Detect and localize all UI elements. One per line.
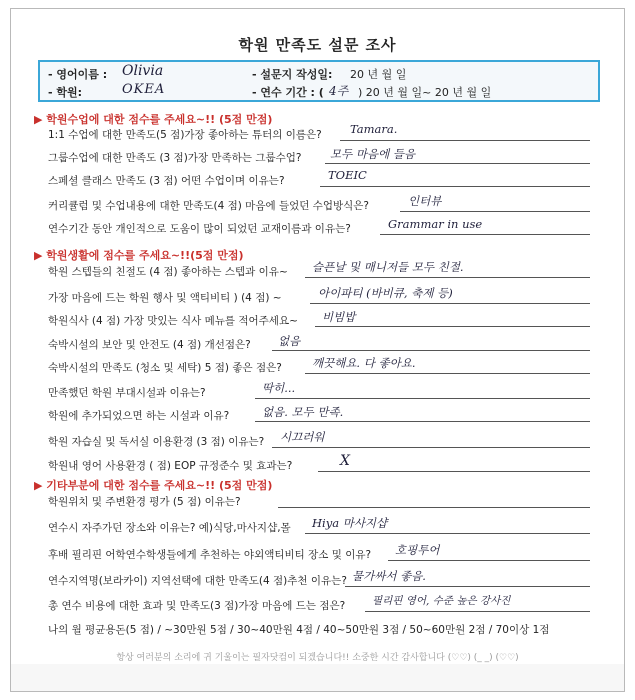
question-12: 학원에 추가되었으면 하는 시설과 이유? <box>48 410 230 422</box>
info-box <box>38 60 600 102</box>
question-19: 총 연수 비용에 대한 효과 및 만족도(3 점)가장 마음에 드는 점은? <box>48 600 346 612</box>
answer-line-8 <box>315 326 590 327</box>
question-2: 그룹수업에 대한 만족도 (3 점)가장 만족하는 그룹수업? <box>48 152 302 164</box>
answer-14: X <box>340 453 350 469</box>
answer-17: 호핑투어 <box>395 543 440 557</box>
question-14: 학원내 영어 사용환경 ( 점) EOP 규정준수 및 효과는? <box>48 460 293 472</box>
footer-thanks: 항상 여러분의 소리에 귀 기울이는 필자닷컴이 되겠습니다!! 소중한 시간 감사합니다 (♡♡) (_ _) (♡♡) <box>116 653 519 663</box>
answer-line-5 <box>380 234 590 235</box>
answer-line-16 <box>305 533 590 534</box>
answer-11: 딱히... <box>262 381 296 395</box>
school-label: - 학원: <box>48 86 83 99</box>
answer-1: Tamara. <box>350 122 398 136</box>
answer-7: 아이파티 (바비큐, 축제 등) <box>318 286 453 300</box>
answer-13: 시끄러워 <box>280 430 325 444</box>
answer-line-11 <box>255 398 590 399</box>
answer-3: TOEIC <box>328 168 367 182</box>
answer-9: 없음 <box>278 334 301 348</box>
answer-line-4 <box>400 211 590 212</box>
answer-6: 슬픈날 및 매니저들 모두 친절. <box>312 260 464 274</box>
answer-line-13 <box>272 447 590 448</box>
page-title: 학원 만족도 설문 조사 <box>238 36 397 54</box>
date-value: 20 년 월 일 <box>350 68 407 81</box>
answer-12: 없음. 모두 만족. <box>262 405 344 419</box>
answer-5: Grammar in use <box>388 217 483 231</box>
answer-19: 필리핀 영어, 수준 높은 강사진 <box>372 595 511 607</box>
period-rest: ) 20 년 월 일~ 20 년 월 일 <box>358 86 492 99</box>
section-class-score: ▶ 학원수업에 대한 점수를 주세요~!! (5점 만점) <box>34 113 273 126</box>
question-10: 숙박시설의 만족도 (청소 및 세탁) 5 점) 좋은 점은? <box>48 362 282 374</box>
answer-line-19 <box>365 611 590 612</box>
answer-4: 인터뷰 <box>408 194 442 208</box>
question-7: 가장 마음에 드는 학원 행사 및 액티비티 ) (4 점) ~ <box>48 292 282 304</box>
name-value: Olivia <box>122 63 164 79</box>
name-label: - 영어이름 : <box>48 68 108 81</box>
answer-10: 깨끗해요. 다 좋아요. <box>312 356 416 370</box>
answer-line-1 <box>340 140 590 141</box>
answer-18: 물가싸서 좋음. <box>352 569 426 583</box>
answer-line-12 <box>255 421 590 422</box>
question-15: 학원위치 및 주변환경 평가 (5 점) 이유는? <box>48 496 241 508</box>
section-life-score: ▶ 학원생활에 점수를 주세요~!!(5점 만점) <box>34 249 244 262</box>
answer-line-14 <box>318 471 590 472</box>
answer-2: 모두 마음에 들음 <box>330 147 416 161</box>
question-18: 연수지역명(보라카이) 지역선택에 대한 만족도(4 점)추천 이유는? <box>48 575 347 587</box>
answer-line-17 <box>388 560 590 561</box>
answer-line-3 <box>320 186 590 187</box>
question-3: 스페셜 클래스 만족도 (3 점) 어떤 수업이며 이유는? <box>48 175 285 187</box>
answer-line-2 <box>325 163 590 164</box>
question-5: 연수기간 동안 개인적으로 도움이 많이 되었던 교재이름과 이유는? <box>48 223 351 235</box>
bottom-band <box>11 664 624 691</box>
answer-line-7 <box>310 303 590 304</box>
answer-line-18 <box>345 586 590 587</box>
answer-line-10 <box>305 373 590 374</box>
answer-line-15 <box>278 507 590 508</box>
question-1: 1:1 수업에 대한 만족도(5 점)가장 좋아하는 튜터의 이름은? <box>48 129 322 141</box>
period-label: - 연수 기간 : ( <box>252 86 324 99</box>
date-label: - 설문지 작성일: <box>252 68 333 81</box>
answer-8: 비빔밥 <box>322 310 356 324</box>
answer-line-9 <box>272 350 590 351</box>
school-value: OKEA <box>122 82 166 97</box>
question-17: 후배 필리핀 어학연수학생들에게 추천하는 야외액티비티 장소 및 이유? <box>48 549 372 561</box>
question-16: 연수시 자주가던 장소와 이유는? 예)식당,마사지샵,몰 <box>48 522 291 534</box>
question-9: 숙박시설의 보안 및 안전도 (4 점) 개선점은? <box>48 339 251 351</box>
answer-16: Hiya 마사지샵 <box>312 516 388 530</box>
question-11: 만족했던 학원 부대시설과 이유는? <box>48 387 206 399</box>
question-13: 학원 자습실 및 독서실 이용환경 (3 점) 이유는? <box>48 436 265 448</box>
period-value: 4주 <box>329 84 349 98</box>
section-etc-score: ▶ 기타부분에 대한 점수를 주세요~!! (5점 만점) <box>34 479 273 492</box>
info-row-2 <box>40 84 598 102</box>
question-4: 커리큘럼 및 수업내용에 대한 만족도(4 점) 마음에 들었던 수업방식은? <box>48 200 370 212</box>
question-8: 학원식사 (4 점) 가장 맛있는 식사 메뉴를 적어주세요~ <box>48 315 298 327</box>
answer-line-6 <box>305 277 590 278</box>
question-6: 학원 스텝들의 친절도 (4 점) 좋아하는 스텝과 이유~ <box>48 266 288 278</box>
allowance-scale: 나의 월 평균용돈(5 점) / ~30만원 5점 / 30~40만원 4점 / 40~50만원 3점 / 50~60만원 2점 / 70이상 1점 <box>48 624 550 636</box>
